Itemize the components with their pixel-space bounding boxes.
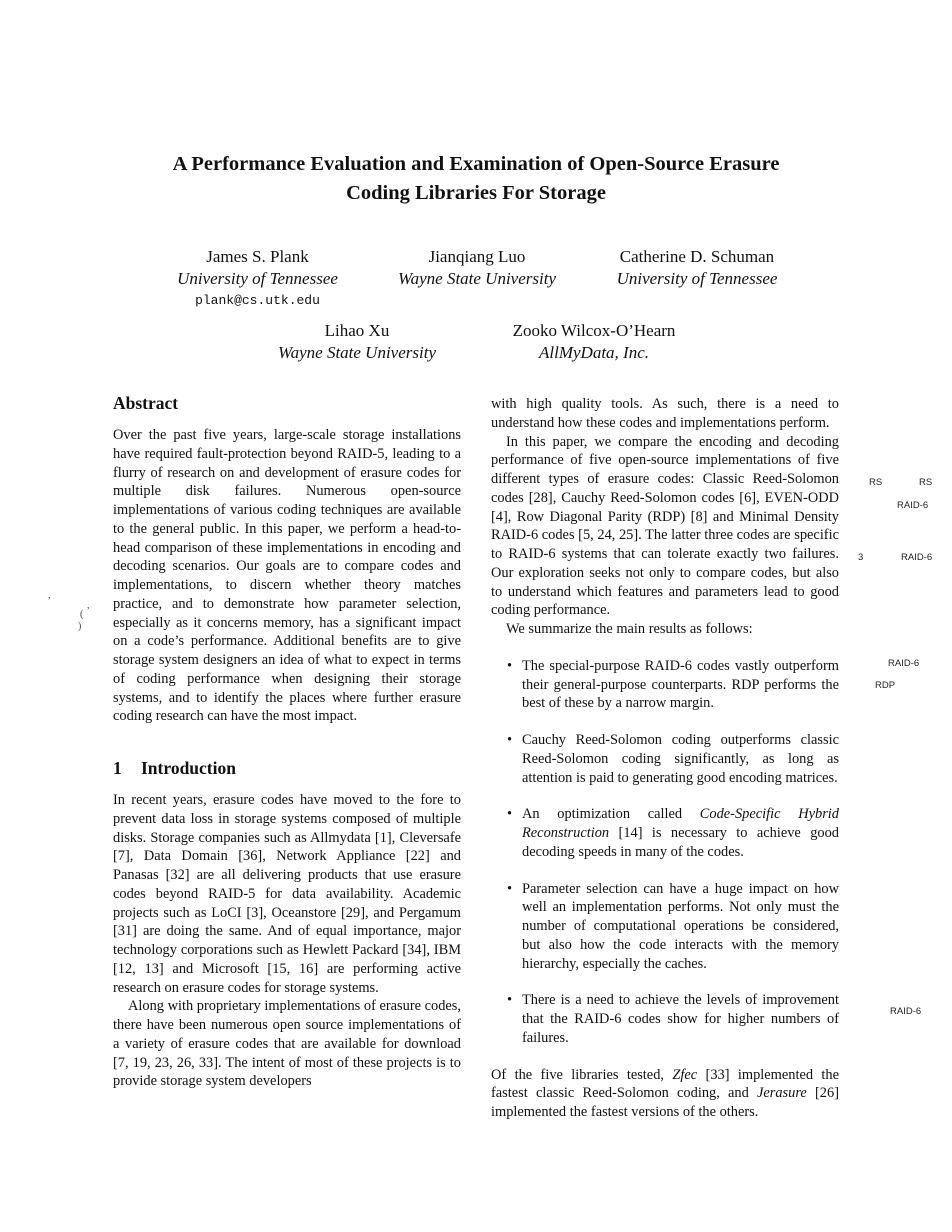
title-line-2: Coding Libraries For Storage	[346, 182, 606, 204]
margin-note: 3	[858, 552, 864, 563]
author-plank	[155, 246, 360, 312]
right-column	[491, 395, 839, 1122]
author-luo	[372, 246, 582, 290]
margin-note: RS	[919, 477, 933, 488]
bullet-glyph: •	[507, 732, 513, 748]
left-column	[113, 392, 461, 1091]
author-xu	[252, 320, 462, 364]
paper-title	[100, 150, 852, 208]
list-item: • An optimization called Code-Specific Hybrid Reconstruction [14] is necessary to achieve good decoding speeds in many of the codes.	[507, 806, 839, 860]
section-number: 1	[113, 758, 122, 778]
bullet-glyph: •	[507, 657, 513, 674]
list-item: • There is a need to achieve the levels of improvement that the RAID-6 codes show for higher numbers of failures.	[507, 992, 839, 1046]
author-email: plank@cs.utk.edu	[195, 293, 320, 308]
author-name: James S. Plank	[206, 247, 309, 266]
margin-note: RS	[869, 477, 883, 488]
emphasis: Code-Specific Hybrid Reconstruction	[522, 806, 839, 841]
stray-mark: ,	[48, 590, 51, 601]
section-title: Introduction	[141, 758, 236, 778]
author-affiliation: University of Tennessee	[616, 269, 778, 288]
author-affiliation: University of Tennessee	[177, 269, 338, 288]
closing-paragraph: Of the five libraries tested, Zfec [33] implemented the fastest classic Reed-Solomon coding, and Jerasure [26] implemented the fastest versions of the others.	[491, 1066, 839, 1120]
author-affiliation: AllMyData, Inc.	[539, 343, 649, 362]
abstract-text: Over the past five years, large-scale storage installations have required fault-protection beyond RAID-5, leading to a flurry of research on and development of erasure codes for multiple disk failures. Numerous open-source implementations of various coding techniques are available to the general public. In this paper, we perform a head-to-head comparison of these implementations in encoding and decoding scenarios. Our goals are to compare codes and implementations, to discern whether theory matches practice, and to demonstrate how parameter selection, especially as it concerns memory, has a significant impact on a code’s performance. Additional benefits are to give storage system designers an idea of what to expect in terms of coding performance when designing their storage systems, and to identify the places where further erasure coding research can have the most impact.	[113, 427, 461, 725]
list-item: • The special-purpose RAID-6 codes vastly outperform their general-purpose counterparts. RDP performs the best of these by a narrow margin.	[507, 657, 839, 712]
right-paragraph-2: In this paper, we compare the encoding and decoding performance of five open-source implementations of five different types of erasure codes: Classic Reed-Solomon codes [28], Cauchy Reed-Solomon codes [6], EVEN-ODD [4], Row Diagonal Parity (RDP) [8] and Minimal Density RAID-6 codes [5, 24, 25]. The latter three codes are specific to RAID-6 systems that can tolerate exactly two failures. Our exploration seeks not only to compare codes, but also to understand which features and parameters lead to good coding performance.	[491, 433, 839, 619]
intro-paragraph-2: Along with proprietary implementations of erasure codes, there have been numerous open source implementations of a variety of erasure codes that are available for download [7, 19, 23, 26, 33]. The intent of most of these projects is to provide storage system developers	[113, 998, 461, 1090]
author-name: Catherine D. Schuman	[619, 247, 775, 266]
stray-mark: (	[80, 609, 84, 620]
results-list	[491, 657, 839, 1048]
intro-paragraph-1: In recent years, erasure codes have moved to the fore to prevent data loss in storage systems composed of multiple disks. Storage companies such as Allmydata [1], Cleversafe [7], Data Domain [36], Network Appliance [22] and Panasas [32] are all delivering products that use erasure codes beyond RAID-5 for data availability. Academic projects such as LoCI [3], Oceanstore [29], and Pergamum [31] are doing the same. And of equal importance, major technology corporations such as Hewlett Packard [34], IBM [12, 13] and Microsoft [15, 16] are performing active research on erasure codes for storage systems.	[113, 792, 461, 996]
summary-intro: We summarize the main results as follows:	[506, 621, 753, 637]
author-name: Zooko Wilcox-O’Hearn	[512, 321, 676, 340]
emphasis-zfec: Zfec	[672, 1066, 698, 1083]
margin-note: RDP	[875, 680, 896, 691]
title-line-1: A Performance Evaluation and Examination of Open-Source Erasure	[172, 153, 780, 175]
abstract-heading: Abstract	[113, 393, 179, 413]
author-wilcox-ohearn	[484, 320, 704, 364]
stray-mark: ,	[87, 600, 90, 611]
list-item: • Parameter selection can have a huge impact on how well an implementation performs. Not only must the number of computational operations be considered, but also how the code interacts with the memory hierarchy, especially the caches.	[507, 880, 839, 972]
author-schuman	[592, 246, 802, 290]
margin-note: RAID-6	[888, 658, 920, 669]
author-affiliation: Wayne State University	[398, 269, 556, 288]
margin-note: RAID-6	[890, 1006, 922, 1017]
margin-note: RAID-6	[897, 500, 929, 511]
bullet-glyph: •	[507, 806, 513, 823]
author-name: Lihao Xu	[324, 321, 390, 340]
margin-note: RAID-6	[901, 552, 933, 563]
author-name: Jianqiang Luo	[428, 247, 526, 266]
stray-mark: )	[78, 621, 82, 632]
bullet-glyph: •	[507, 880, 513, 897]
list-item: • Cauchy Reed-Solomon coding outperforms classic Reed-Solomon coding significantly, as long as attention is paid to generating good encoding matrices.	[507, 732, 839, 786]
emphasis-jerasure: Jerasure	[756, 1085, 807, 1102]
right-paragraph-1: with high quality tools. As such, there is a need to understand how these codes and implementations perform.	[491, 396, 839, 431]
author-affiliation: Wayne State University	[278, 343, 436, 362]
introduction-heading	[113, 757, 461, 779]
bullet-glyph: •	[507, 992, 513, 1009]
